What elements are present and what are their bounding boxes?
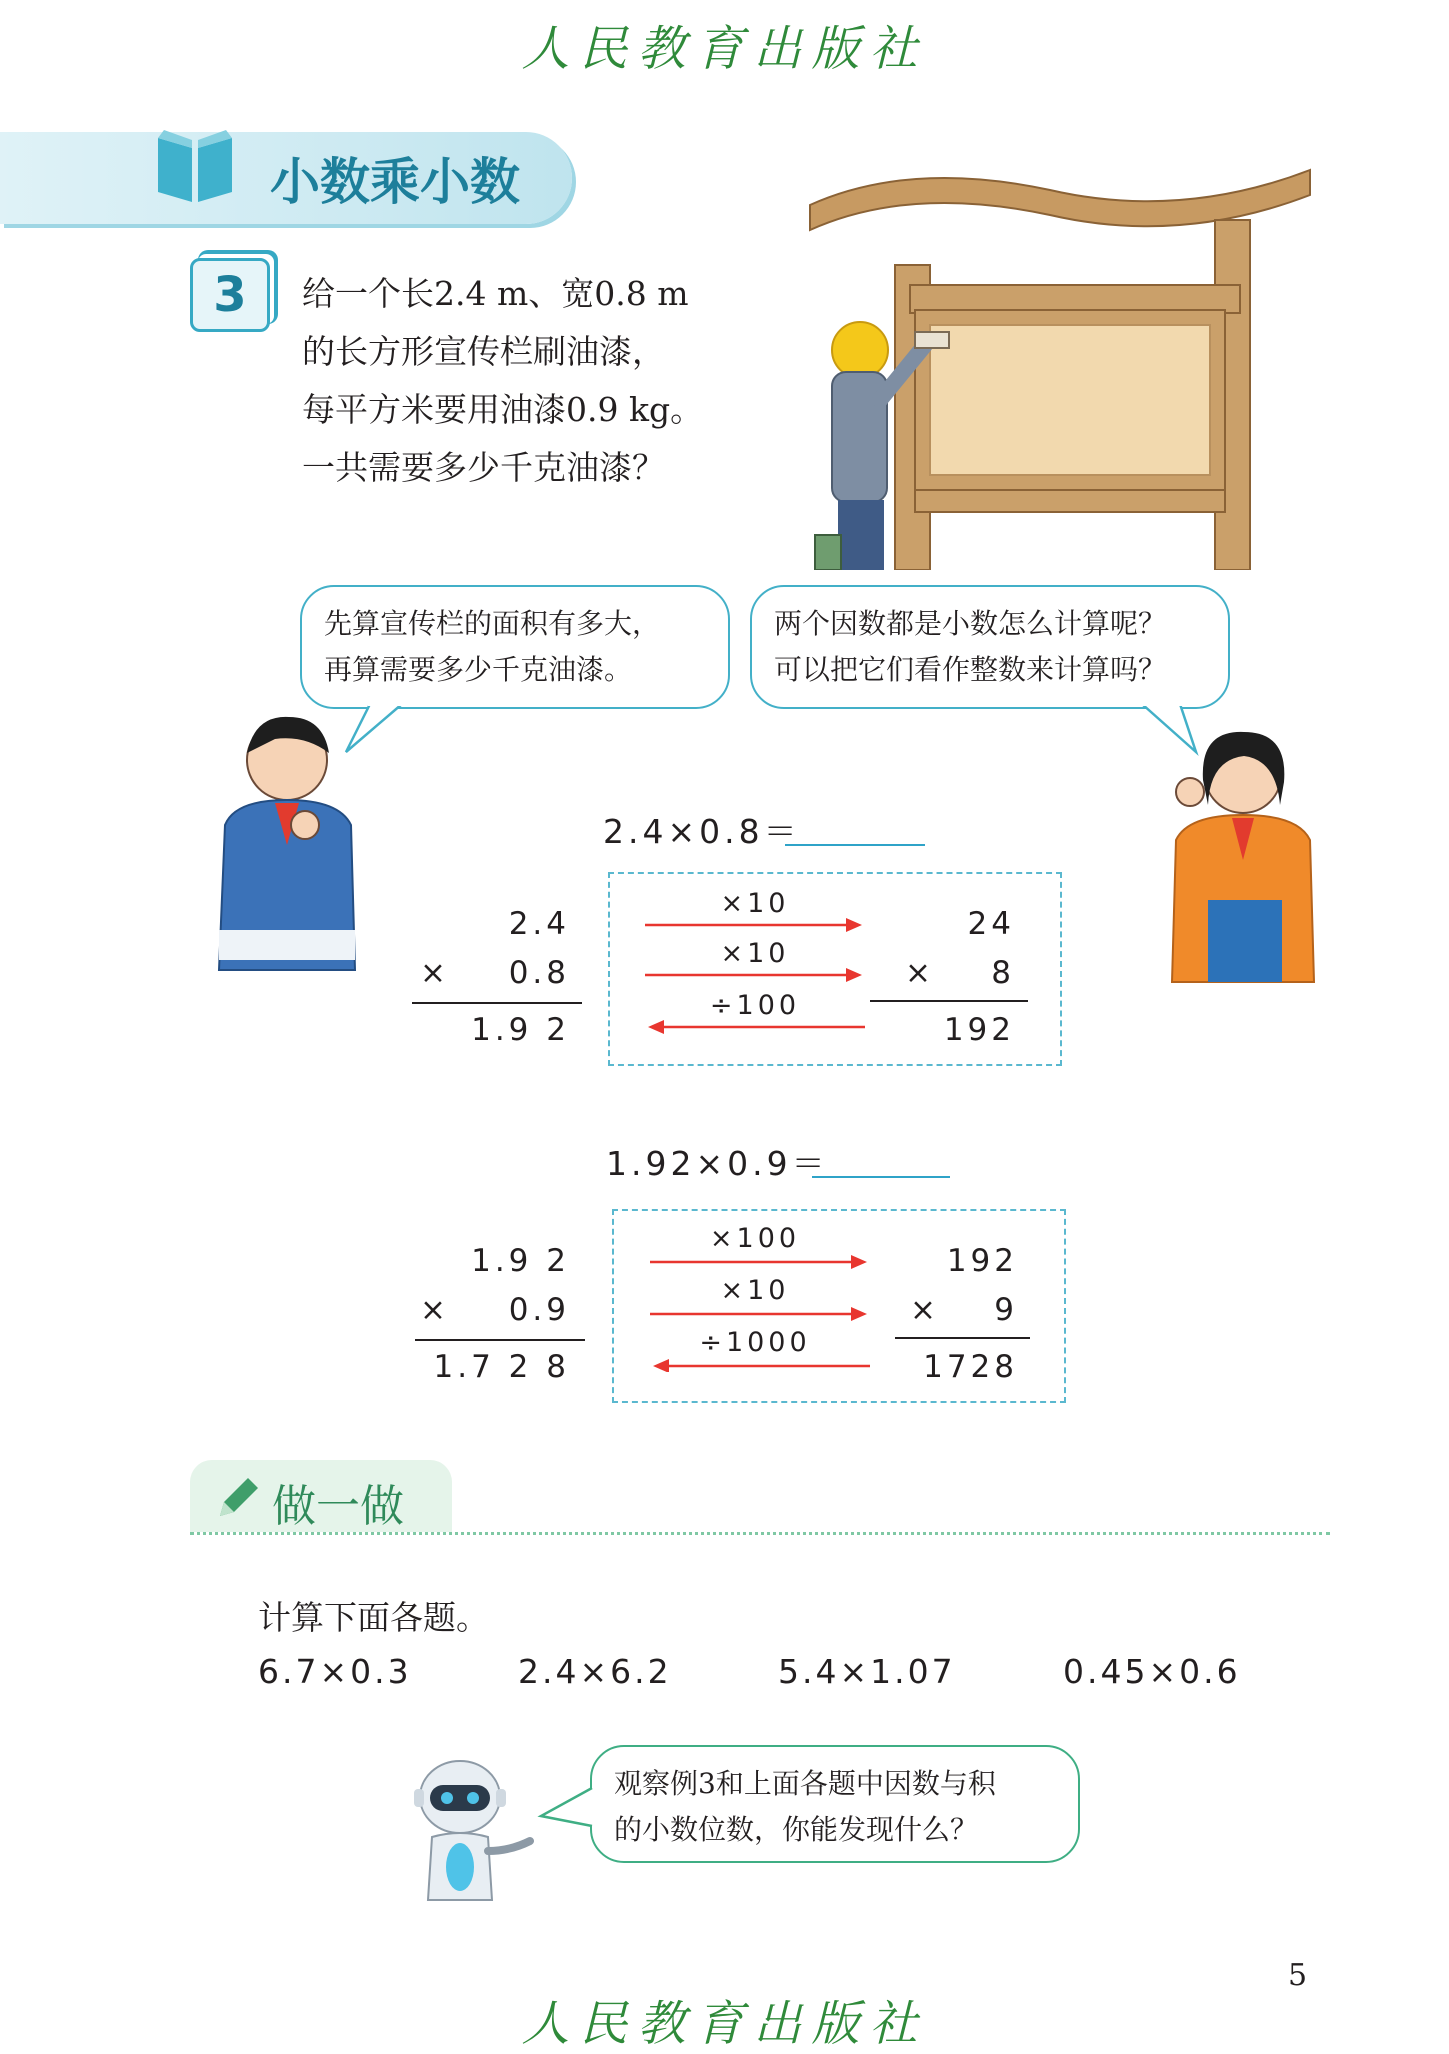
bulletin-board-illustration xyxy=(790,150,1320,570)
calc1-int-times: × xyxy=(905,955,935,991)
robot-illustration xyxy=(400,1755,540,1905)
calc2-arrow-label-3: ÷1000 xyxy=(699,1327,811,1358)
calc2-arrows xyxy=(645,1242,875,1372)
exercise-label: 做一做 xyxy=(272,1481,404,1532)
calc2-int-top: 192 xyxy=(946,1243,1018,1279)
example-number-badge: 3 xyxy=(190,258,270,332)
equation-2: 1.92×0.9＝ xyxy=(606,1144,829,1183)
girl-speech-line-1: 两个因数都是小数怎么计算呢？ xyxy=(774,607,1167,640)
boy-speech-line-2: 再算需要多少千克油漆。 xyxy=(324,653,633,686)
book-icon xyxy=(150,118,240,208)
calc1-product: 1.9 2 xyxy=(471,1012,570,1048)
section-title: 小数乘小数 xyxy=(270,153,520,211)
calc1-top-factor: 2.4 xyxy=(508,906,570,942)
calc2-int-bottom: 9 xyxy=(994,1292,1018,1328)
calc2-bottom-factor: 0.9 xyxy=(508,1292,570,1328)
calc1-arrow-label-2: ×10 xyxy=(720,938,790,969)
calc1-arrow-label-1: ×10 xyxy=(720,888,790,919)
calc1-bottom-factor: 0.8 xyxy=(508,955,570,991)
boy-student-illustration xyxy=(205,705,365,975)
publisher-logo-top: 人民教育出版社 xyxy=(521,21,928,77)
robot-speech-bubble xyxy=(590,1745,1080,1863)
girl-speech-line-2: 可以把它们看作整数来计算吗？ xyxy=(774,653,1167,686)
calc2-rule xyxy=(415,1339,585,1341)
calc1-int-product: 192 xyxy=(943,1012,1015,1048)
problem-line-3: 每平方米要用油漆0.9 kg。 xyxy=(302,390,704,429)
calc2-arrow-label-1: ×100 xyxy=(709,1223,801,1254)
calc2-int-product: 1728 xyxy=(923,1349,1018,1385)
exercise-instruction: 计算下面各题。 xyxy=(258,1598,489,1637)
boy-speech-bubble xyxy=(300,585,730,709)
calc1-int-rule xyxy=(870,1000,1028,1002)
robot-bubble-tail xyxy=(535,1780,605,1840)
girl-speech-bubble xyxy=(750,585,1230,709)
calc2-int-times: × xyxy=(910,1292,940,1328)
robot-speech-line-1: 观察例3和上面各题中因数与积 xyxy=(614,1767,996,1800)
exercise-item-4: 0.45×0.6 xyxy=(1063,1652,1241,1691)
exercise-item-1: 6.7×0.3 xyxy=(258,1652,412,1691)
publisher-logo-bottom: 人民教育出版社 xyxy=(521,1996,928,2052)
robot-speech-line-2: 的小数位数，你能发现什么？ xyxy=(614,1813,979,1846)
exercise-item-3: 5.4×1.07 xyxy=(778,1652,956,1691)
boy-speech-line-1: 先算宣传栏的面积有多大， xyxy=(324,607,661,640)
calc2-product: 1.7 2 8 xyxy=(433,1349,570,1385)
girl-student-illustration xyxy=(1158,720,1328,985)
exercise-divider xyxy=(190,1532,1330,1535)
calc1-arrows xyxy=(640,905,870,1035)
calc2-times-sign: × xyxy=(420,1292,450,1328)
pencil-icon xyxy=(210,1472,264,1526)
answer-blank-1[interactable] xyxy=(785,806,925,846)
calc1-rule xyxy=(412,1002,582,1004)
calc2-int-rule xyxy=(895,1337,1030,1339)
problem-line-2: 的长方形宣传栏刷油漆， xyxy=(302,332,665,371)
calc2-top-factor: 1.9 2 xyxy=(471,1243,570,1279)
problem-line-4: 一共需要多少千克油漆？ xyxy=(302,448,665,487)
calc1-int-top: 24 xyxy=(967,906,1015,942)
calc1-times-sign: × xyxy=(420,955,450,991)
calc1-arrow-label-3: ÷100 xyxy=(709,990,801,1021)
calc2-arrow-label-2: ×10 xyxy=(720,1275,790,1306)
exercise-item-2: 2.4×6.2 xyxy=(518,1652,672,1691)
answer-blank-2[interactable] xyxy=(812,1138,950,1178)
equation-1: 2.4×0.8＝ xyxy=(603,812,801,851)
page-number: 5 xyxy=(1288,1958,1308,1993)
calc1-int-bottom: 8 xyxy=(991,955,1015,991)
problem-line-1: 给一个长2.4 m、宽0.8 m xyxy=(302,274,689,313)
